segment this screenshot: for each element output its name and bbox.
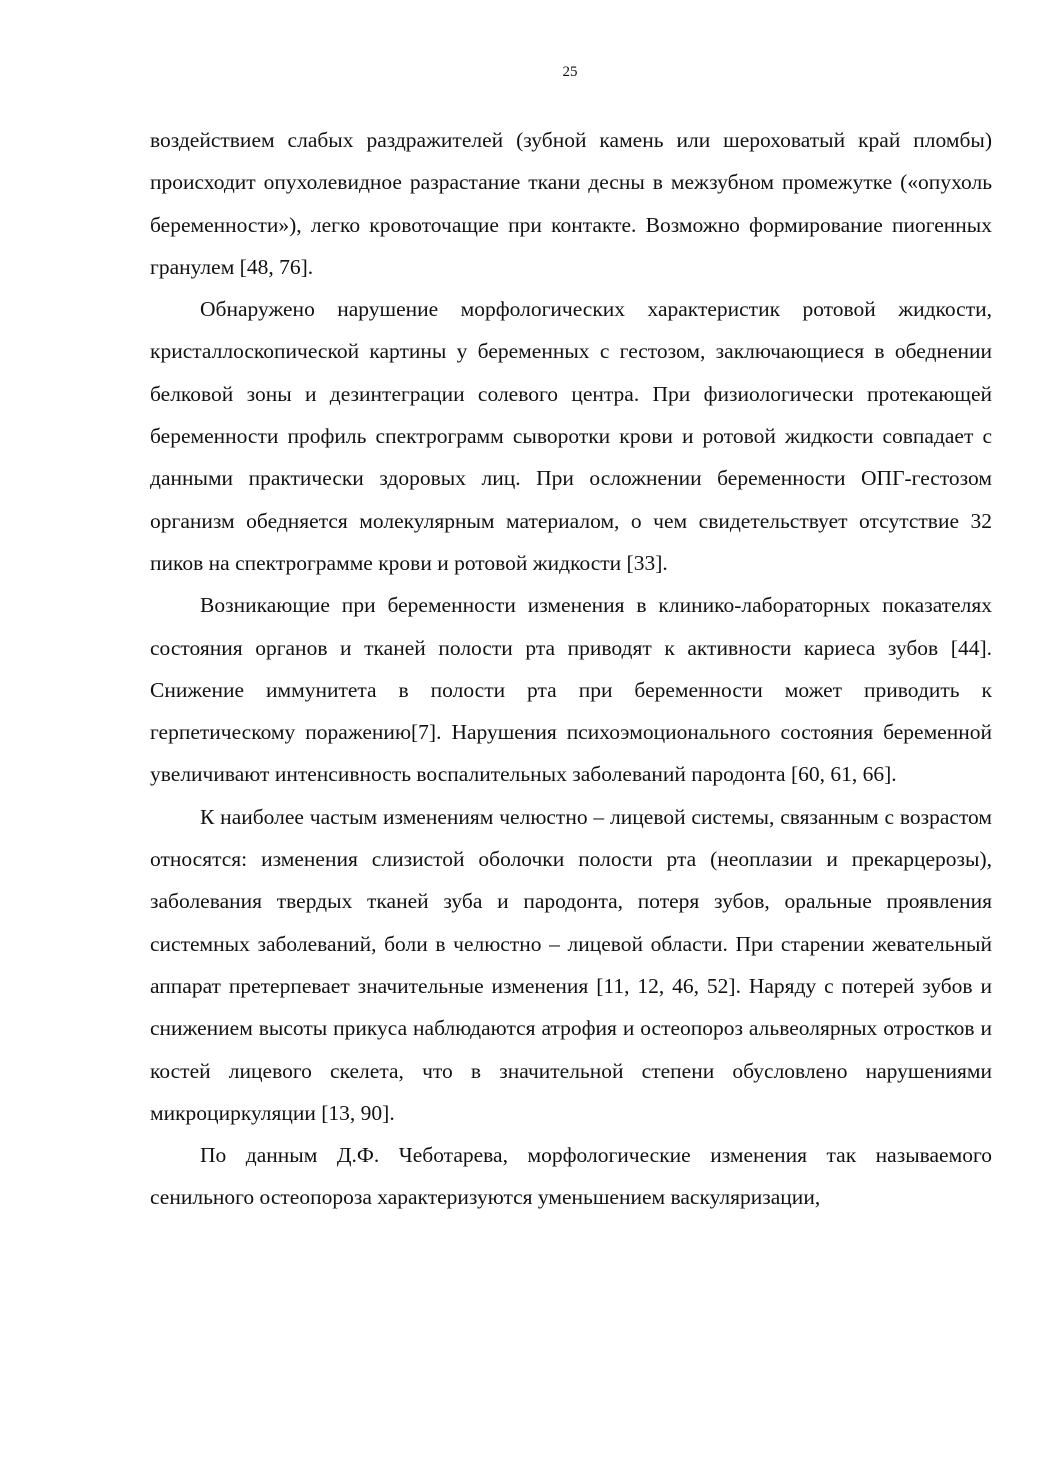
page-number: 25 — [562, 64, 578, 80]
paragraph-2: Обнаружено нарушение морфологических характеристик ротовой жидкости, кристаллоскопической картины у беременных с гестозом, заключающиеся в обеднении белковой зоны и дезинтеграции солевого центра. При физиологически протекающей беременности профиль спектрограмм сыворотки крови и ротовой жидкости совпадает с данными практически здоровых лиц. При осложнении беременности ОПГ-гестозом организм обедняется молекулярным материалом, о чем свидетельствует отсутствие 32 пиков на спектрограмме крови и ротовой жидкости [33]. — [150, 297, 992, 575]
document-body — [150, 119, 992, 1219]
paragraph-5: По данным Д.Ф. Чеботарева, морфологические изменения так называемого сенильного остеопороза характеризуются уменьшением васкуляризации, — [150, 1143, 992, 1210]
paragraph-1: воздействием слабых раздражителей (зубной камень или шероховатый край пломбы) происходит опухолевидное разрастание ткани десны в межзубном промежутке («опухоль беременности»), легко кровоточащие при контакте. Возможно формирование пиогенных гранулем [48, 76]. — [150, 128, 992, 279]
paragraph-3: Возникающие при беременности изменения в клинико-лабораторных показателях состояния органов и тканей полости рта приводят к активности кариеса зубов [44]. Снижение иммунитета в полости рта при беременности может приводить к герпетическому поражению[7]. Нарушения психоэмоционального состояния беременной увеличивают интенсивность воспалительных заболеваний пародонта [60, 61, 66]. — [150, 593, 992, 787]
paragraph-4: К наиболее частым изменениям челюстно – лицевой системы, связанным с возрастом относятся: изменения слизистой оболочки полости рта (неоплазии и прекарцерозы), заболевания твердых тканей зуба и пародонта, потеря зубов, оральные проявления системных заболеваний, боли в челюстно – лицевой области. При старении жевательный аппарат претерпевает значительные изменения [11, 12, 46, 52]. Наряду с потерей зубов и снижением высоты прикуса наблюдаются атрофия и остеопороз альвеолярных отростков и костей лицевого скелета, что в значительной степени обусловлено нарушениями микроциркуляции [13, 90]. — [150, 804, 992, 1125]
